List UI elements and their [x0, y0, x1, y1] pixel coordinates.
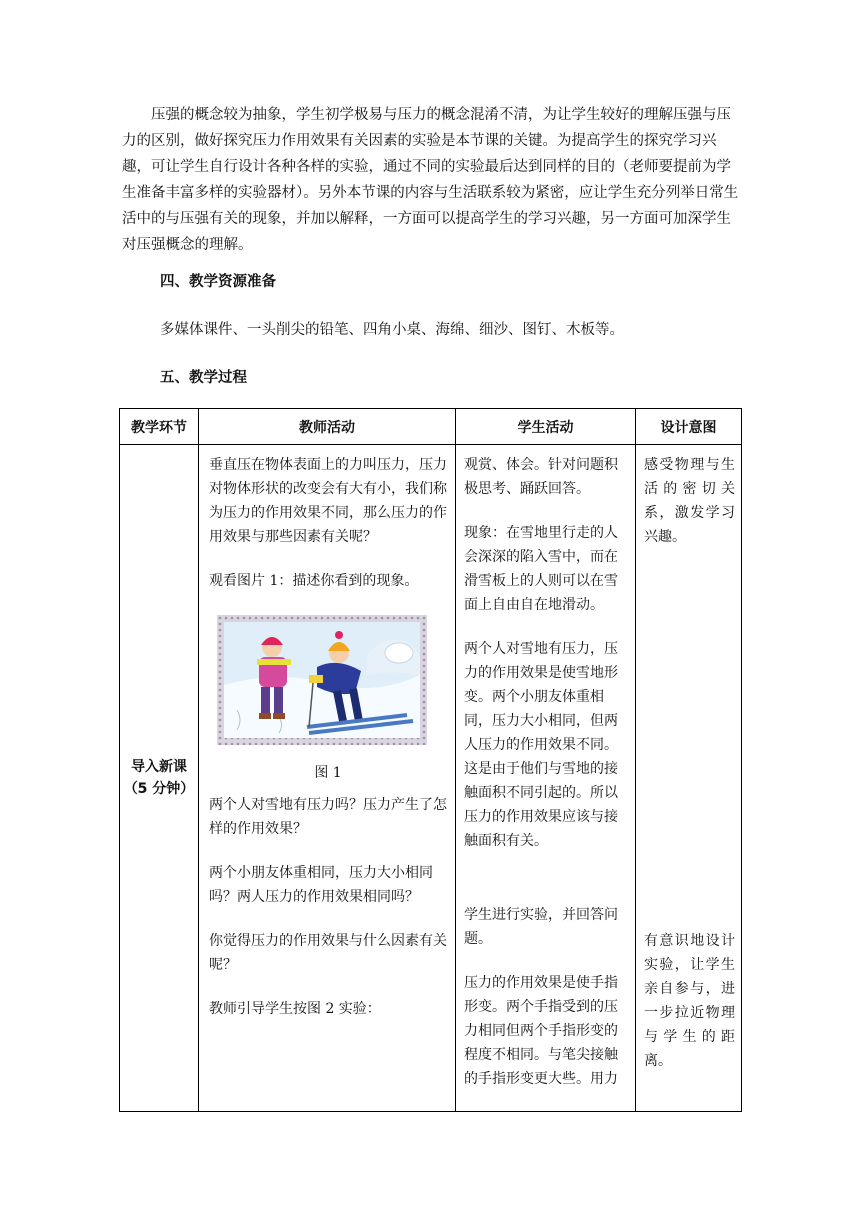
intent-paragraph: 感受物理与生活的密切关系，激发学习兴趣。: [644, 457, 735, 545]
student-paragraph: 学生进行实验，并回答问题。: [464, 907, 618, 947]
intro-paragraph: 压强的概念较为抽象，学生初学极易与压力的概念混淆不清，为让学生较好的理解压强与压力的区别，做好探究压力作用效果有关因素的实验是本节课的关键。为提高学生的探究学习兴趣，可让学生自行设计各种各样的实验，通过不同的实验最后达到同样的目的（老师要提前为学生准备丰富多样的实验器材）。另外本节课的内容与生活联系较为紧密，应让学生充分列举日常生活中的与压强有关的现象，并加以解释，一方面可以提高学生的学习兴趣，另一方面可加深学生对压强概念的理解。: [122, 107, 739, 253]
step-cell: [120, 445, 199, 1112]
student-paragraph: 压力的作用效果是使手指形变。两个手指受到的压力相同但两个手指形变的程度不相同。与笔尖接触的手指形变更大些。用力: [464, 975, 618, 1087]
section5-heading: 五、教学过程: [160, 370, 247, 386]
resources-text: 多媒体课件、一头削尖的铅笔、四角小桌、海绵、细沙、图钉、木板等。: [160, 322, 624, 338]
teacher-paragraph: 垂直压在物体表面上的力叫压力，压力对物体形状的改变会有大有小，我们称为压力的作用效果不同，那么压力的作用效果与那些因素有关呢？: [209, 457, 447, 545]
header-student: 学生活动: [456, 409, 636, 445]
figure-caption: 图 1: [314, 765, 342, 781]
section4-heading: 四、教学资源准备: [160, 274, 276, 290]
step-duration: （5 分钟）: [123, 781, 195, 797]
table-row: [120, 445, 742, 1112]
header-step: 教学环节: [120, 409, 199, 445]
teacher-paragraph: 观看图片 1：描述你看到的现象。: [209, 573, 419, 589]
student-paragraph: 两个人对雪地有压力，压力的作用效果是使雪地形变。两个小朋友体重相同，压力大小相同，但两人压力的作用效果不同。这是由于他们与雪地的接触面积不同引起的。所以压力的作用效果应该与接触面积有关。: [464, 641, 618, 849]
student-paragraph: 现象：在雪地里行走的人会深深的陷入雪中，而在滑雪板上的人则可以在雪面上自由自在地滑动。: [464, 525, 618, 613]
intent-paragraph: 有意识地设计实验，让学生亲自参与，进一步拉近物理与学生的距离。: [644, 933, 735, 1069]
teacher-paragraph: 两个小朋友体重相同，压力大小相同吗？两人压力的作用效果相同吗？: [209, 865, 433, 905]
step-name: 导入新课: [131, 759, 187, 775]
teaching-process-table: [119, 408, 742, 1112]
student-paragraph: 观赏、体会。针对问题积极思考、踊跃回答。: [464, 457, 618, 497]
teacher-paragraph: 你觉得压力的作用效果与什么因素有关呢？: [209, 933, 447, 973]
header-teacher: 教师活动: [199, 409, 456, 445]
ski-illustration: [217, 615, 427, 745]
table-header-row: [120, 409, 742, 445]
student-activity-cell: [456, 445, 636, 1112]
teacher-paragraph: 两个人对雪地有压力吗？压力产生了怎样的作用效果？: [209, 797, 447, 837]
design-intent-cell: [636, 445, 742, 1112]
teacher-activity-cell: [199, 445, 456, 1112]
teacher-paragraph: 教师引导学生按图 2 实验：: [209, 1001, 381, 1017]
header-intent: 设计意图: [636, 409, 742, 445]
